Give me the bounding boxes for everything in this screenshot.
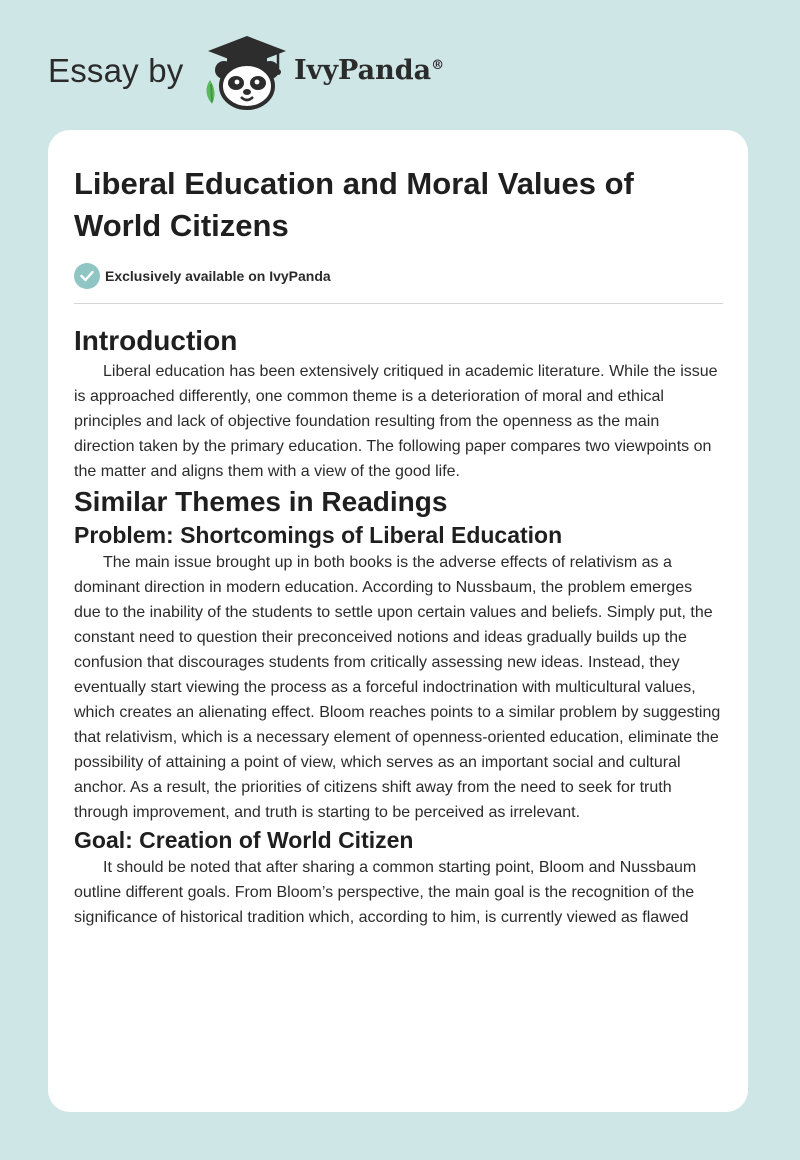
panda-logo-icon[interactable] [202,34,292,110]
essay-body [74,323,723,930]
exclusive-badge-text: Exclusively available on IvyPanda [105,268,331,284]
title-divider [74,303,723,304]
check-icon [74,263,100,289]
brand-name-text: IvyPanda [294,55,432,86]
section-heading-similar-themes: Similar Themes in Readings [74,486,448,517]
subsection-heading-goal: Goal: Creation of World Citizen [74,827,414,853]
brand-prefix: Essay by [48,52,184,89]
essay-card [48,130,748,1112]
brand-name [294,55,444,86]
registered-mark: ® [431,58,445,73]
section-heading-introduction: Introduction [74,325,238,356]
introduction-paragraph: Liberal education has been extensively critiqued in academic literature. While the issue is approached differently, one common theme is a deterioration of moral and ethical principles and lack of objective foundation resulting from the openness as the main direction taken by the primary education. The following paper compares two viewpoints on the matter and aligns them with a view of the good life. [74,363,718,480]
brand-header [48,34,508,110]
subsection-heading-problem: Problem: Shortcomings of Liberal Education [74,522,563,548]
goal-paragraph: It should be noted that after sharing a common starting point, Bloom and Nussbaum outline different goals. From Bloom’s perspective, the main goal is the recognition of the significance of historical tradition which, according to him, is currently viewed as flawed [74,859,697,926]
essay-title: Liberal Education and Moral Values of World Citizens [74,166,634,243]
problem-paragraph: The main issue brought up in both books is the adverse effects of relativism as a dominant direction in modern education. According to Nussbaum, the problem emerges due to the inability of the students to settle upon certain values and beliefs. Simply put, the constant need to question their preconceived notions and ideas gradually builds up the confusion that discourages students from critically assessing new ideas. Instead, they eventually start viewing the process as a forceful indoctrination with multicultural values, which creates an alienating effect. Bloom reaches points to a similar problem by suggesting that relativism, which is a necessary element of openness-oriented education, eliminate the possibility of attaining a point of view, which serves as an important social and cultural anchor. As a result, the priorities of citizens shift away from the need to seek for truth through improvement, and truth is starting to be perceived as irrelevant. [74,554,721,821]
